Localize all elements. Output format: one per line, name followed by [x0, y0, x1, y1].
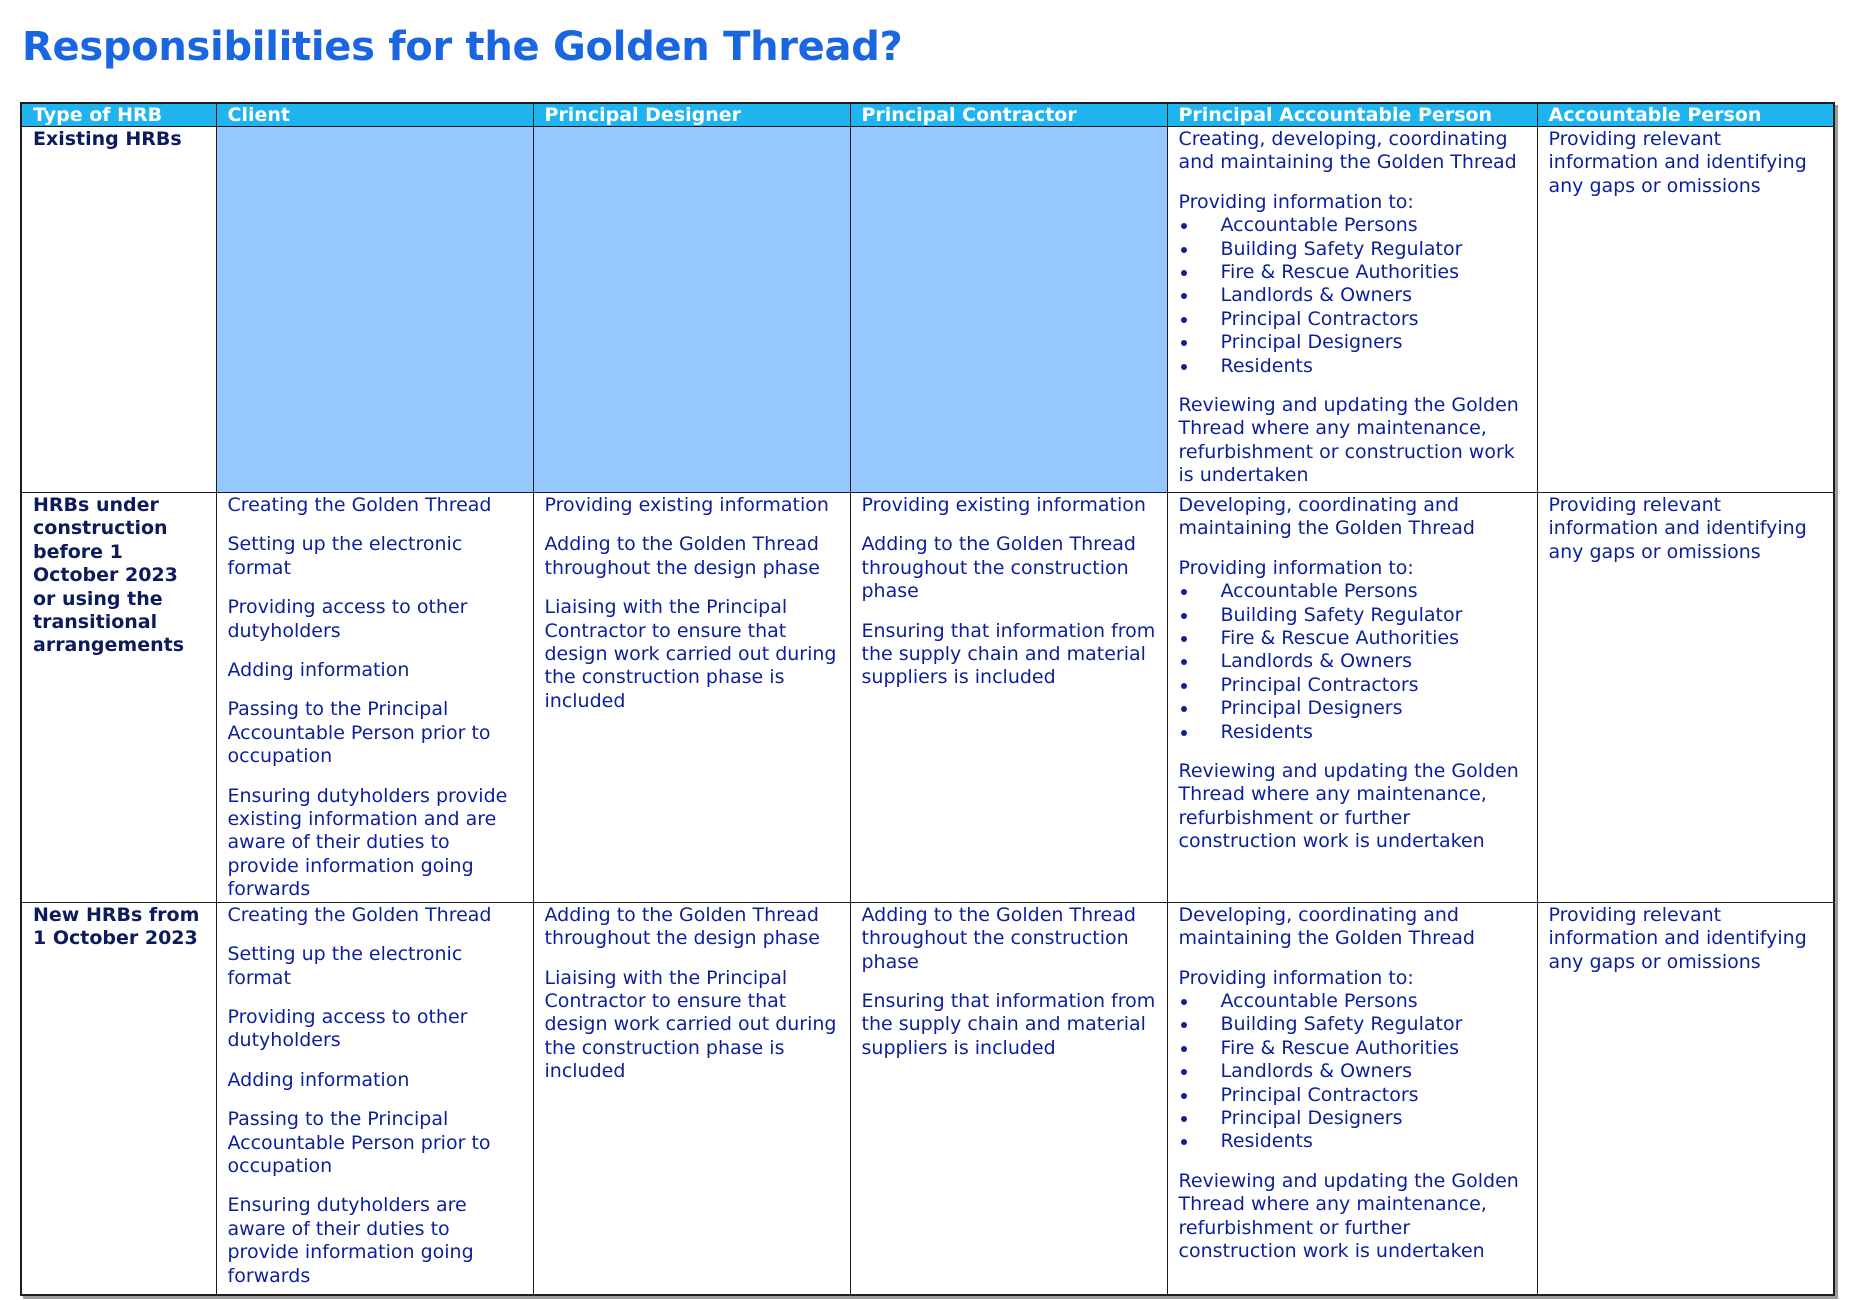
cell-paragraph: Passing to the Principal Accountable Person prior to occupation — [227, 1108, 491, 1177]
cell-paragraph: Passing to the Principal Accountable Person prior to occupation — [227, 698, 491, 768]
header-client: Client — [216, 103, 533, 127]
header-principal-contractor: Principal Contractor — [850, 103, 1167, 127]
list-item: Principal Designers — [1179, 331, 1526, 354]
list-item: Principal Contractors — [1179, 1084, 1526, 1107]
list-item: Principal Contractors — [1179, 674, 1526, 697]
table-row-new-hrbs — [21, 902, 1834, 1295]
cell-paragraph: Setting up the electronic format — [227, 943, 463, 989]
list-item: Building Safety Regulator — [1179, 238, 1526, 261]
cell-paragraph: Adding to the Golden Thread throughout the construction phase — [861, 903, 1136, 973]
cell-paragraph: Reviewing and updating the Golden Thread where any maintenance, refurbishment or construction work is undertaken — [1178, 394, 1519, 487]
cell-paragraph: Providing relevant information and identifying any gaps or omissions — [1548, 903, 1807, 973]
list-item: Fire & Rescue Authorities — [1179, 1037, 1526, 1060]
row-heading: HRBs under construction before 1 October 2023 or using the transitional arrangements — [21, 493, 216, 903]
cell-paragraph: Reviewing and updating the Golden Thread where any maintenance, refurbishment or further construction work is undertaken — [1178, 1169, 1519, 1262]
cell-paragraph: Providing relevant information and identifying any gaps or omissions — [1548, 494, 1807, 563]
cell-paragraph: Setting up the electronic format — [227, 533, 463, 579]
header-accountable-person: Accountable Person — [1537, 103, 1834, 127]
principal-designer-cell — [533, 493, 850, 903]
list-item: Fire & Rescue Authorities — [1179, 261, 1526, 284]
cell-paragraph: Providing access to other dutyholders — [227, 1005, 468, 1052]
list-item: Fire & Rescue Authorities — [1179, 627, 1526, 650]
cell-paragraph: Liaising with the Principal Contractor to ensure that design work carried out during the construction phase is included — [544, 596, 837, 712]
cell-paragraph: Ensuring dutyholders are aware of their duties to provide information going forwards — [227, 1194, 474, 1287]
responsibilities-table — [20, 102, 1835, 1296]
list-item: Principal Contractors — [1179, 308, 1526, 331]
cell-paragraph: Liaising with the Principal Contractor to ensure that design work carried out during the construction phase is included — [544, 966, 837, 1083]
cell-paragraph: Developing, coordinating and maintaining the Golden Thread — [1178, 494, 1475, 540]
list-item: Principal Designers — [1179, 1107, 1526, 1130]
cell-paragraph: Creating the Golden Thread — [227, 903, 492, 926]
cell-paragraph: Creating, developing, coordinating and maintaining the Golden Thread — [1178, 128, 1517, 174]
cell-paragraph: Providing existing information — [861, 494, 1146, 516]
cell-paragraph: Ensuring dutyholders provide existing information and are aware of their duties to provide information going forwards — [227, 784, 508, 901]
principal-contractor-cell — [850, 127, 1167, 493]
cell-paragraph: Providing information to: — [1178, 966, 1414, 989]
cell-paragraph: Adding information — [227, 659, 410, 682]
accountable-person-cell — [1537, 493, 1834, 903]
header-type-of-hrb: Type of HRB — [21, 103, 216, 127]
cell-paragraph: Providing information to: — [1178, 556, 1414, 579]
client-cell — [216, 493, 533, 903]
list-item: Accountable Persons — [1179, 580, 1526, 603]
cell-paragraph: Reviewing and updating the Golden Thread where any maintenance, refurbishment or further construction work is undertaken — [1178, 760, 1519, 853]
bullet-list — [1179, 214, 1526, 378]
cell-paragraph: Ensuring that information from the supply chain and material suppliers is included — [861, 619, 1156, 689]
client-cell — [216, 127, 533, 493]
cell-paragraph: Adding information — [227, 1068, 410, 1091]
cell-paragraph: Adding to the Golden Thread throughout the construction phase — [861, 533, 1136, 603]
principal-contractor-cell — [850, 493, 1167, 903]
accountable-person-cell — [1537, 127, 1834, 493]
client-cell — [216, 902, 533, 1295]
bullet-list — [1179, 580, 1526, 744]
bullet-list — [1179, 990, 1526, 1154]
cell-paragraph: Developing, coordinating and maintaining the Golden Thread — [1178, 903, 1475, 950]
principal-accountable-person-cell — [1167, 127, 1537, 493]
header-row — [21, 103, 1834, 127]
list-item: Landlords & Owners — [1179, 284, 1526, 307]
cell-paragraph: Providing relevant information and identifying any gaps or omissions — [1548, 128, 1807, 197]
list-item: Accountable Persons — [1179, 214, 1526, 237]
list-item: Building Safety Regulator — [1179, 1013, 1526, 1036]
list-item: Building Safety Regulator — [1179, 604, 1526, 627]
cell-paragraph: Providing information to: — [1178, 190, 1414, 213]
principal-designer-cell — [533, 127, 850, 493]
principal-accountable-person-cell — [1167, 493, 1537, 903]
cell-paragraph: Ensuring that information from the supply chain and material suppliers is included — [861, 989, 1156, 1059]
accountable-person-cell — [1537, 902, 1834, 1295]
header-principal-designer: Principal Designer — [533, 103, 850, 127]
table-row-hrbs-under-construction — [21, 493, 1834, 903]
principal-designer-cell — [533, 902, 850, 1295]
principal-contractor-cell — [850, 902, 1167, 1295]
cell-paragraph: Creating the Golden Thread — [227, 494, 492, 516]
table-row-existing-hrbs — [21, 127, 1834, 493]
page-title: Responsibilities for the Golden Thread? — [22, 24, 903, 70]
list-item: Landlords & Owners — [1179, 650, 1526, 673]
list-item: Principal Designers — [1179, 697, 1526, 720]
cell-paragraph: Providing existing information — [544, 494, 829, 516]
list-item: Residents — [1179, 355, 1526, 378]
list-item: Landlords & Owners — [1179, 1060, 1526, 1083]
cell-paragraph: Adding to the Golden Thread throughout the design phase — [544, 533, 820, 579]
header-principal-accountable-person: Principal Accountable Person — [1167, 103, 1537, 127]
row-heading: Existing HRBs — [21, 127, 216, 493]
list-item: Accountable Persons — [1179, 990, 1526, 1013]
cell-paragraph: Providing access to other dutyholders — [227, 596, 468, 642]
list-item: Residents — [1179, 721, 1526, 744]
cell-paragraph: Adding to the Golden Thread throughout the design phase — [544, 903, 820, 950]
list-item: Residents — [1179, 1130, 1526, 1153]
principal-accountable-person-cell — [1167, 902, 1537, 1295]
row-heading: New HRBs from 1 October 2023 — [21, 902, 216, 1295]
